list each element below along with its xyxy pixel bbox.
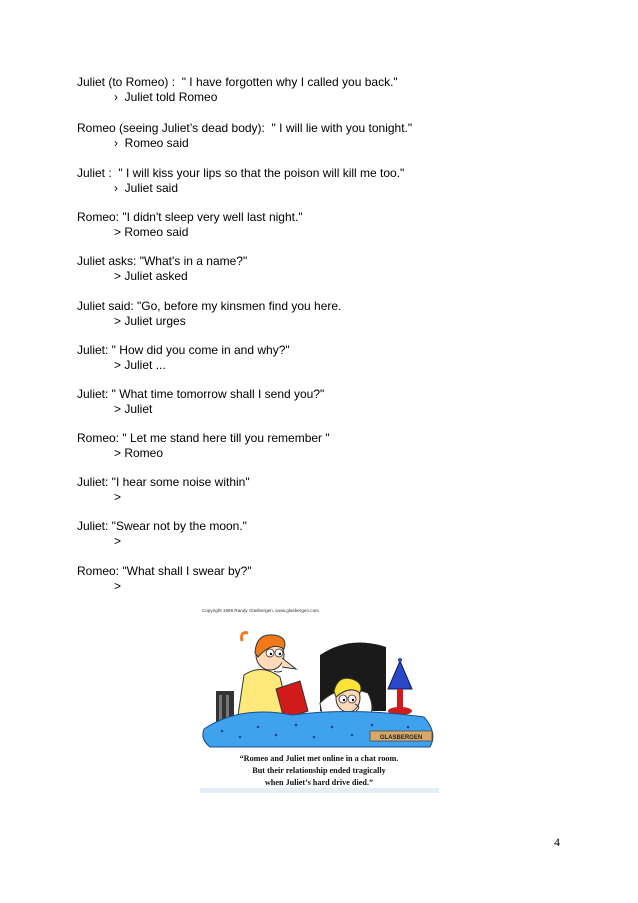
dialogue-entry xyxy=(77,519,577,549)
dialogue-entry xyxy=(77,166,577,196)
quote-line: Juliet: "I hear some noise within" xyxy=(77,475,250,489)
dialogue-entry xyxy=(77,121,577,151)
cartoon-bottom-strip xyxy=(200,788,439,793)
caption-line: “Romeo and Juliet met online in a chat room. xyxy=(239,754,399,763)
dialogue-entry xyxy=(77,254,577,284)
reported-speech-line: > Juliet ... xyxy=(114,358,166,372)
quote-line: Romeo: "I didn't sleep very well last night." xyxy=(77,210,303,224)
dialogue-entry xyxy=(77,343,577,373)
reported-speech-line: > Juliet urges xyxy=(114,314,186,328)
dialogue-entry xyxy=(77,210,577,240)
quote-line: Juliet asks: "What's in a name?" xyxy=(77,254,248,268)
dialogue-entry xyxy=(77,75,577,105)
cartoonist-signature: GLASBERGEN xyxy=(379,735,423,741)
quote-line: Juliet: " What time tomorrow shall I send you?" xyxy=(77,387,325,401)
cartoon-illustration xyxy=(200,603,439,793)
reported-speech-line: > Romeo xyxy=(114,446,164,460)
caption-line: But their relationship ended tragically xyxy=(252,766,386,775)
dialogue-entry xyxy=(77,431,577,461)
lamp xyxy=(388,658,412,715)
dialogue-entry xyxy=(77,387,577,417)
blanket xyxy=(203,711,433,747)
quote-line: Juliet: " How did you come in and why?" xyxy=(77,343,290,357)
reported-speech-line: › Romeo said xyxy=(114,136,189,150)
quote-line: Juliet said: "Go, before my kinsmen find you here. xyxy=(77,299,342,313)
page-number: 4 xyxy=(554,835,560,849)
reported-speech-line: > Juliet asked xyxy=(114,269,188,283)
quote-line: Romeo: " Let me stand here till you remember " xyxy=(77,431,330,445)
dialogue-entry xyxy=(77,475,577,505)
quote-line: Juliet (to Romeo) : " I have forgotten why I called you back." xyxy=(77,75,398,89)
caption-line: when Juliet’s hard drive died.” xyxy=(264,778,374,787)
reported-speech-line: > xyxy=(114,579,122,593)
reported-speech-line: › Juliet told Romeo xyxy=(114,90,218,104)
quote-line: Romeo (seeing Juliet’s dead body): " I will lie with you tonight." xyxy=(77,121,413,135)
reported-speech-line: > xyxy=(114,534,122,548)
quote-line: Romeo: "What shall I swear by?" xyxy=(77,564,252,578)
reported-speech-line: › Juliet said xyxy=(114,181,179,195)
quote-line: Juliet : " I will kiss your lips so that the poison will kill me too." xyxy=(77,166,405,180)
quote-line: Juliet: "Swear not by the moon." xyxy=(77,519,247,533)
reported-speech-line: > Juliet xyxy=(114,402,153,416)
dialogue-entry xyxy=(77,564,577,594)
reported-speech-line: > xyxy=(114,490,122,504)
dialogue-entry xyxy=(77,299,577,329)
cartoon-copyright: Copyright 1996 Randy Glasbergen. www.glasbergen.com xyxy=(202,608,319,613)
reported-speech-line: > Romeo said xyxy=(114,225,189,239)
